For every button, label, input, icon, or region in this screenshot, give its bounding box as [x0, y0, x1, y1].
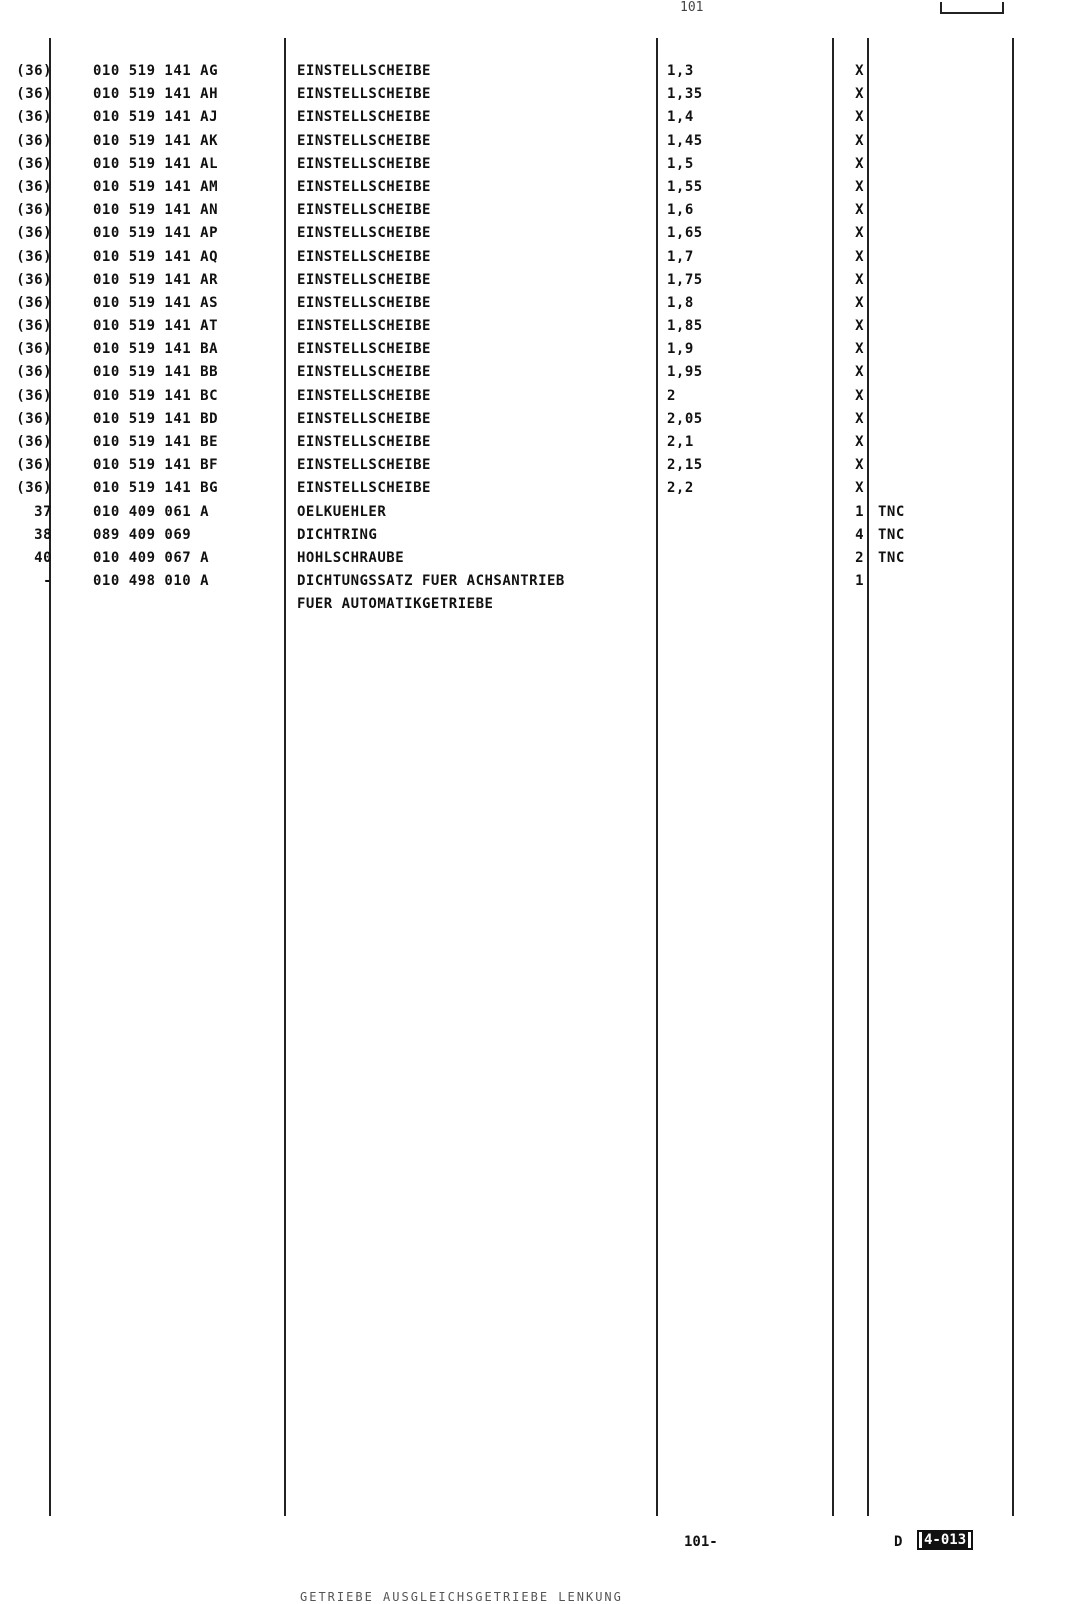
part-number: 010 498 010 A [93, 573, 210, 590]
part-number: 010 519 141 AG [93, 63, 219, 79]
position-number: (36) [16, 387, 52, 404]
position-number: 40 [34, 549, 52, 566]
table-row [0, 527, 1085, 550]
description: EINSTELLSCHEIBE [297, 480, 431, 497]
part-number: 010 519 141 BD [93, 410, 219, 427]
part-number: 010 519 141 BG [93, 480, 219, 497]
quantity: X [855, 178, 864, 195]
table-row [0, 341, 1085, 364]
footer-letter: D [894, 1534, 903, 1550]
table-row [0, 272, 1085, 295]
part-number: 010 519 141 AR [93, 271, 219, 288]
position-number: (36) [16, 225, 52, 242]
quantity: 2 [855, 549, 864, 566]
description: OELKUEHLER [297, 503, 387, 520]
table-row [0, 457, 1085, 480]
part-number: 010 519 141 AN [93, 202, 219, 219]
position-number: 37 [34, 503, 52, 520]
table-row [0, 109, 1085, 132]
position-number: (36) [16, 271, 52, 288]
position-number: (36) [16, 294, 52, 311]
thickness-value: 1,7 [667, 248, 694, 265]
part-number: 010 519 141 AK [93, 132, 219, 149]
position-number: (36) [16, 132, 52, 149]
table-row [0, 225, 1085, 248]
table-row [0, 63, 1085, 86]
part-number: 010 519 141 AQ [93, 248, 219, 265]
thickness-value: 1,9 [667, 341, 694, 358]
part-number: 010 519 141 BB [93, 364, 219, 381]
table-row [0, 318, 1085, 341]
table-row [0, 480, 1085, 503]
footer-code: 4-013 [924, 1532, 967, 1548]
table-row [0, 388, 1085, 411]
footer-page-number: 101- [684, 1534, 718, 1550]
quantity: X [855, 202, 864, 219]
position-number: (36) [16, 341, 52, 358]
quantity: X [855, 248, 864, 265]
position-number: (36) [16, 434, 52, 450]
thickness-value: 1,5 [667, 155, 694, 172]
table-row [0, 295, 1085, 318]
quantity: X [855, 294, 864, 311]
thickness-value: 2,1 [667, 434, 694, 450]
part-number: 010 519 141 AJ [93, 109, 219, 126]
thickness-value: 1,85 [667, 318, 703, 335]
description: EINSTELLSCHEIBE [297, 109, 431, 126]
description: DICHTRING [297, 526, 378, 543]
thickness-value: 1,4 [667, 109, 694, 126]
table-row [0, 86, 1085, 109]
position-number: (36) [16, 364, 52, 381]
table-row [0, 364, 1085, 387]
table-row [0, 596, 1085, 619]
remark: TNC [878, 549, 905, 566]
description: EINSTELLSCHEIBE [297, 132, 431, 149]
table-row [0, 133, 1085, 156]
table-row [0, 156, 1085, 179]
thickness-value: 1,6 [667, 202, 694, 219]
description: EINSTELLSCHEIBE [297, 271, 431, 288]
position-number: (36) [16, 457, 52, 474]
description: EINSTELLSCHEIBE [297, 225, 431, 242]
bottom-title-fragment: GETRIEBE AUSGLEICHSGETRIEBE LENKUNG [300, 1590, 623, 1604]
thickness-value: 1,65 [667, 225, 703, 242]
position-number: (36) [16, 410, 52, 427]
quantity: X [855, 63, 864, 79]
table-row [0, 249, 1085, 272]
part-number: 010 519 141 BF [93, 457, 219, 474]
parts-table [0, 63, 1085, 620]
quantity: X [855, 109, 864, 126]
part-number: 010 519 141 AP [93, 225, 219, 242]
table-row [0, 550, 1085, 573]
part-number: 010 519 141 AM [93, 178, 219, 195]
thickness-value: 1,75 [667, 271, 703, 288]
description: EINSTELLSCHEIBE [297, 318, 431, 335]
thickness-value: 1,55 [667, 178, 703, 195]
position-number: (36) [16, 318, 52, 335]
header-code-box [940, 2, 1004, 14]
description: FUER AUTOMATIKGETRIEBE [297, 596, 494, 613]
quantity: 1 [855, 503, 864, 520]
quantity: X [855, 457, 864, 474]
position-number: (36) [16, 178, 52, 195]
description: EINSTELLSCHEIBE [297, 294, 431, 311]
part-number: 010 519 141 AH [93, 86, 219, 103]
position-number: (36) [16, 248, 52, 265]
description: EINSTELLSCHEIBE [297, 63, 431, 79]
part-number: 010 519 141 AT [93, 318, 219, 335]
position-number: (36) [16, 109, 52, 126]
thickness-value: 1,3 [667, 63, 694, 79]
quantity: X [855, 364, 864, 381]
position-number: - [43, 573, 52, 590]
description: EINSTELLSCHEIBE [297, 202, 431, 219]
quantity: X [855, 86, 864, 103]
quantity: X [855, 434, 864, 450]
header-page-fragment: 101 [680, 0, 704, 15]
description: EINSTELLSCHEIBE [297, 178, 431, 195]
table-row [0, 411, 1085, 434]
description: HOHLSCHRAUBE [297, 549, 405, 566]
description: EINSTELLSCHEIBE [297, 248, 431, 265]
quantity: X [855, 271, 864, 288]
position-number: (36) [16, 155, 52, 172]
description: EINSTELLSCHEIBE [297, 155, 431, 172]
position-number: (36) [16, 480, 52, 497]
quantity: X [855, 480, 864, 497]
remark: TNC [878, 503, 905, 520]
description: DICHTUNGSSATZ FUER ACHSANTRIEB [297, 573, 565, 590]
part-number: 089 409 069 [93, 526, 192, 543]
description: EINSTELLSCHEIBE [297, 457, 431, 474]
part-number: 010 519 141 BC [93, 387, 219, 404]
quantity: X [855, 132, 864, 149]
description: EINSTELLSCHEIBE [297, 364, 431, 381]
part-number: 010 519 141 AS [93, 294, 219, 311]
description: EINSTELLSCHEIBE [297, 387, 431, 404]
part-number: 010 519 141 BE [93, 434, 219, 450]
part-number: 010 409 067 A [93, 549, 210, 566]
position-number: (36) [16, 86, 52, 103]
part-number: 010 519 141 BA [93, 341, 219, 358]
thickness-value: 1,35 [667, 86, 703, 103]
description: EINSTELLSCHEIBE [297, 410, 431, 427]
quantity: X [855, 410, 864, 427]
table-row [0, 202, 1085, 225]
description: EINSTELLSCHEIBE [297, 341, 431, 358]
thickness-value: 1,45 [667, 132, 703, 149]
quantity: X [855, 155, 864, 172]
remark: TNC [878, 526, 905, 543]
part-number: 010 519 141 AL [93, 155, 219, 172]
quantity: 1 [855, 573, 864, 590]
part-number: 010 409 061 A [93, 503, 210, 520]
quantity: X [855, 387, 864, 404]
description: EINSTELLSCHEIBE [297, 86, 431, 103]
thickness-value: 1,8 [667, 294, 694, 311]
thickness-value: 2,05 [667, 410, 703, 427]
position-number: 38 [34, 526, 52, 543]
thickness-value: 2 [667, 387, 676, 404]
thickness-value: 2,15 [667, 457, 703, 474]
position-number: (36) [16, 63, 52, 79]
table-row [0, 573, 1085, 596]
quantity: X [855, 225, 864, 242]
quantity: X [855, 318, 864, 335]
table-row [0, 434, 1085, 457]
quantity: 4 [855, 526, 864, 543]
table-row [0, 504, 1085, 527]
position-number: (36) [16, 202, 52, 219]
thickness-value: 2,2 [667, 480, 694, 497]
description: EINSTELLSCHEIBE [297, 434, 431, 450]
thickness-value: 1,95 [667, 364, 703, 381]
table-row [0, 179, 1085, 202]
footer-code-box [917, 1530, 973, 1550]
quantity: X [855, 341, 864, 358]
